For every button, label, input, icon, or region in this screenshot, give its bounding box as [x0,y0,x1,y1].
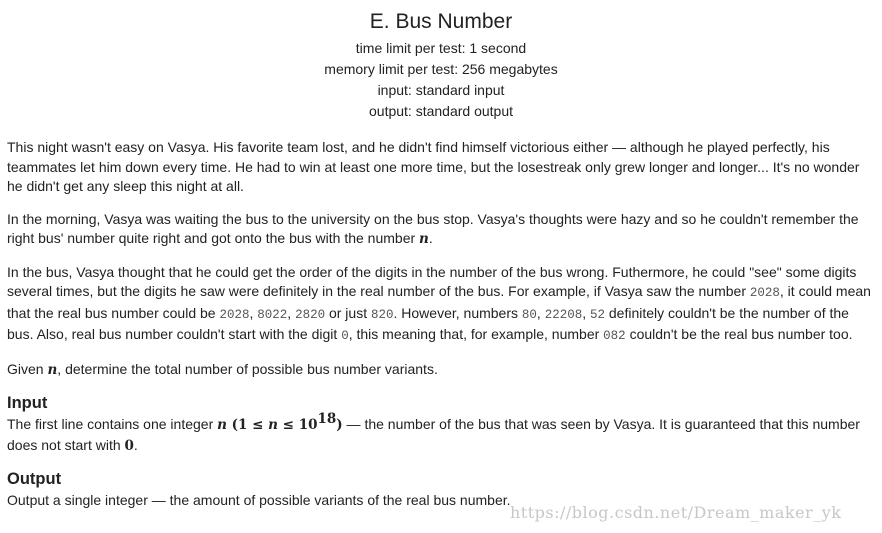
statement-text: , determine the total number of possible bus number variants. [57,360,438,377]
constraint-mid: ≤ 10 [277,417,318,433]
code-number: 2028 [749,286,780,300]
input-heading: Input [7,394,48,412]
statement-text: In the morning, Vasya was waiting the bus to the university on the bus stop. Vasya's thoughts were hazy and so he couldn't remember the right bus' number quite right and got onto the bus with the number [7,210,859,246]
math-variable: n [419,231,429,247]
constraint-open: (1 ≤ [226,417,269,433]
code-number: 22208 [544,307,583,322]
math-zero: 0 [124,437,134,454]
statement-text: , this meaning that, for example, number [348,326,604,342]
code-number: 082 [603,329,626,343]
statement-text: , [582,304,590,321]
statement-text: , [287,304,296,321]
code-number: 0 [341,329,349,343]
statement-paragraph-3 [7,263,875,347]
code-number: 820 [370,307,394,322]
output-description: Output a single integer — the amount of possible variants of the real bus number. [7,492,511,508]
code-number: 2820 [295,307,326,322]
code-number: 80 [521,307,537,322]
problem-limits [0,38,882,122]
statement-text: , it could mean that the real bus number could be [7,283,871,321]
memory-limit: memory limit per test: 256 megabytes [324,61,558,77]
constraint-close: ) [336,417,343,433]
statement-paragraph-2 [7,210,875,250]
constraint-exponent: 18 [317,411,337,427]
input-text: . [133,436,138,453]
math-variable: n [268,417,278,433]
code-number: 52 [589,307,605,322]
statement-text: Given [7,360,48,377]
statement-text: In the bus, Vasya thought that he could get the order of the digits in the number of the bus wrong. Futhermore, he could "see" some digits several times, but the digits he saw were definitely in the real number of the bus. For example, if Vasya saw the number [7,263,857,299]
problem-title: E. Bus Number [369,10,513,33]
code-number: 8022 [257,307,288,322]
math-variable: n [217,417,227,433]
input-spec: input: standard input [377,82,505,98]
problem-statement [7,138,875,524]
code-number: 2028 [219,307,250,322]
statement-text: . [428,230,433,246]
math-variable: n [47,361,58,378]
output-heading: Output [7,470,62,488]
statement-paragraph-1: This night wasn't easy on Vasya. His favorite team lost, and he didn't find himself victorious either — although he played perfectly, his teammates let him down every time. He had to win at least one more time, but the losestreak only grew longer and longer... It's no wonder he didn't get any sleep this night at all. [7,139,860,194]
input-description [7,411,875,456]
statement-text: definitely couldn't be the number of the bus. Also, real bus number couldn't start with the digit [7,304,849,342]
statement-text: . However, numbers [393,304,522,321]
problem-header [0,0,882,122]
input-text: — the number of the bus that was seen by Vasya. It is guaranteed that this number does not start with [7,416,860,453]
time-limit: time limit per test: 1 second [355,40,527,56]
input-text: The first line contains one integer [7,416,218,432]
statement-paragraph-4 [7,360,875,381]
statement-text: couldn't be the real bus number too. [625,326,853,342]
blog-watermark: https://blog.csdn.net/Dream_maker_yk [510,503,842,522]
statement-text: , [249,304,258,321]
output-spec: output: standard output [369,103,513,119]
statement-text: or just [325,304,371,321]
statement-text: , [536,304,545,321]
input-section [7,393,875,456]
